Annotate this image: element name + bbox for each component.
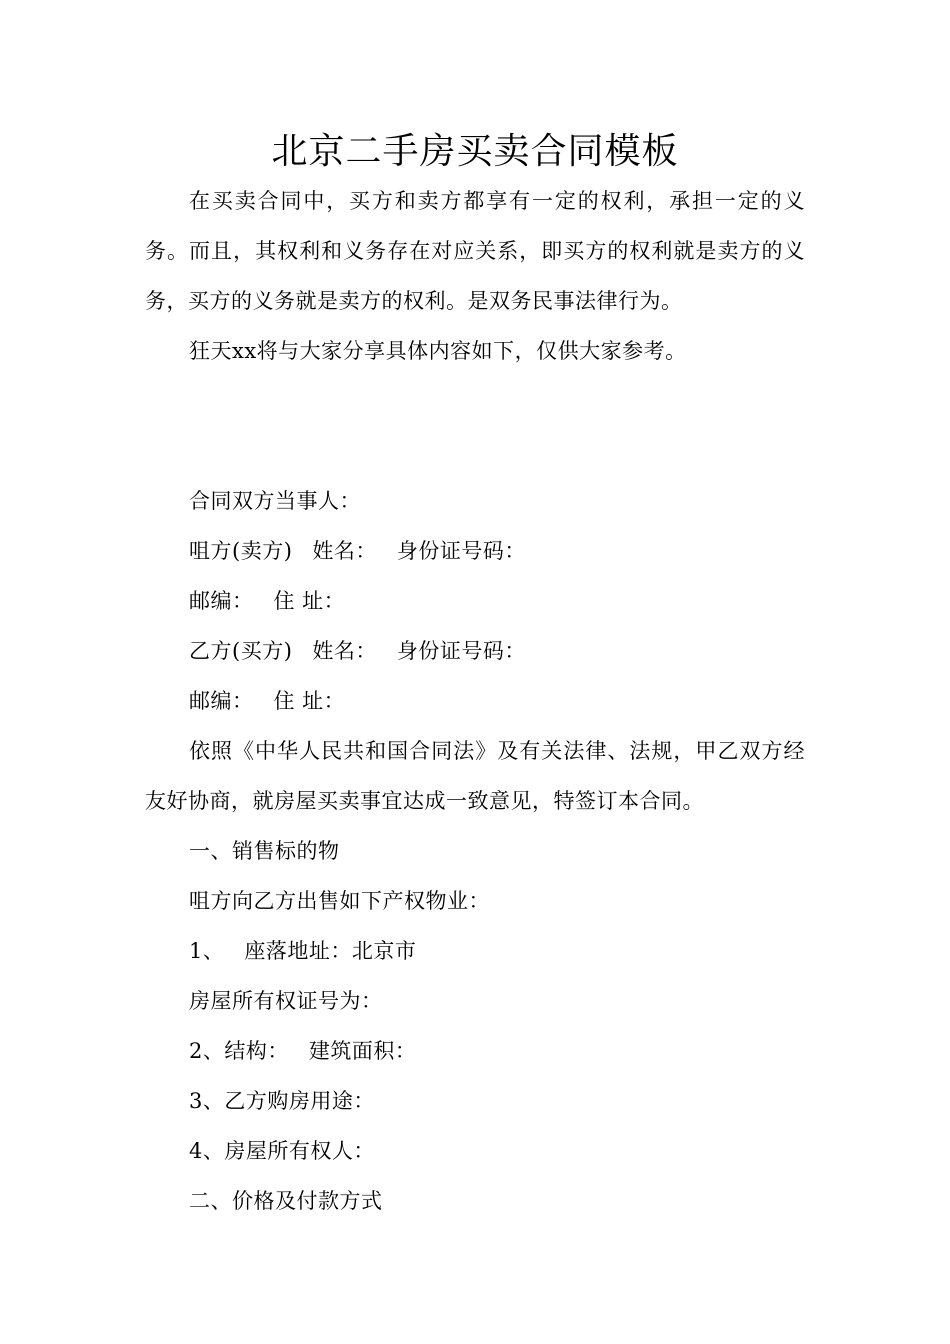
intro-paragraph-2: 狂天xx将与大家分享具体内容如下，仅供大家参考。 <box>189 339 687 363</box>
party-a-address-line <box>145 576 805 626</box>
party-b-name-label: 姓名： <box>312 639 377 663</box>
party-a-zip-label: 邮编： <box>189 589 254 613</box>
party-a-name-label: 姓名： <box>312 539 377 563</box>
party-a-role: 咀方(卖方) <box>189 539 293 563</box>
party-b-address-label: 住 址： <box>273 689 346 713</box>
basis-paragraph: 依照《中华人民共和国合同法》及有关法律、法规，甲乙双方经友好协商，就房屋买卖事宜达成一致意见，特签订本合同。 <box>145 739 805 813</box>
item-2-structure-label: 2、结构： <box>189 1039 289 1063</box>
party-b-address-line <box>145 676 805 726</box>
section-1-item-4: 4、房屋所有权人： <box>189 1139 375 1163</box>
party-b-zip-label: 邮编： <box>189 689 254 713</box>
party-a-line <box>145 526 805 576</box>
party-a-id-label: 身份证号码： <box>396 539 526 563</box>
party-b-role: 乙方(买方) <box>189 639 293 663</box>
blank-gap <box>145 376 805 476</box>
party-b-line <box>145 626 805 676</box>
parties-heading: 合同双方当事人： <box>189 489 361 513</box>
party-a-address-label: 住 址： <box>273 589 346 613</box>
intro-paragraph-1: 在买卖合同中，买方和卖方都享有一定的权利，承担一定的义务。而且，其权利和义务存在对应关系，即买方的权利就是卖方的义务，买方的义务就是卖方的权利。是双务民事法律行为。 <box>145 189 805 313</box>
property-certificate-line: 房屋所有权证号为： <box>189 989 383 1013</box>
section-1-item-3: 3、乙方购房用途： <box>189 1089 375 1113</box>
party-b-id-label: 身份证号码： <box>396 639 526 663</box>
section-1-heading: 一、销售标的物 <box>189 839 340 863</box>
document-body <box>145 176 805 1226</box>
section-1-lead: 咀方向乙方出售如下产权物业： <box>189 889 490 913</box>
section-2-heading: 二、价格及付款方式 <box>189 1189 383 1213</box>
item-1-number: 1、 <box>189 939 225 963</box>
item-1-text: 座落地址：北京市 <box>244 939 417 963</box>
document-title: 北京二手房买卖合同模板 <box>271 131 679 172</box>
section-1-item-2 <box>145 1026 805 1076</box>
item-2-area-label: 建筑面积： <box>308 1039 417 1063</box>
section-1-item-1 <box>145 926 805 976</box>
